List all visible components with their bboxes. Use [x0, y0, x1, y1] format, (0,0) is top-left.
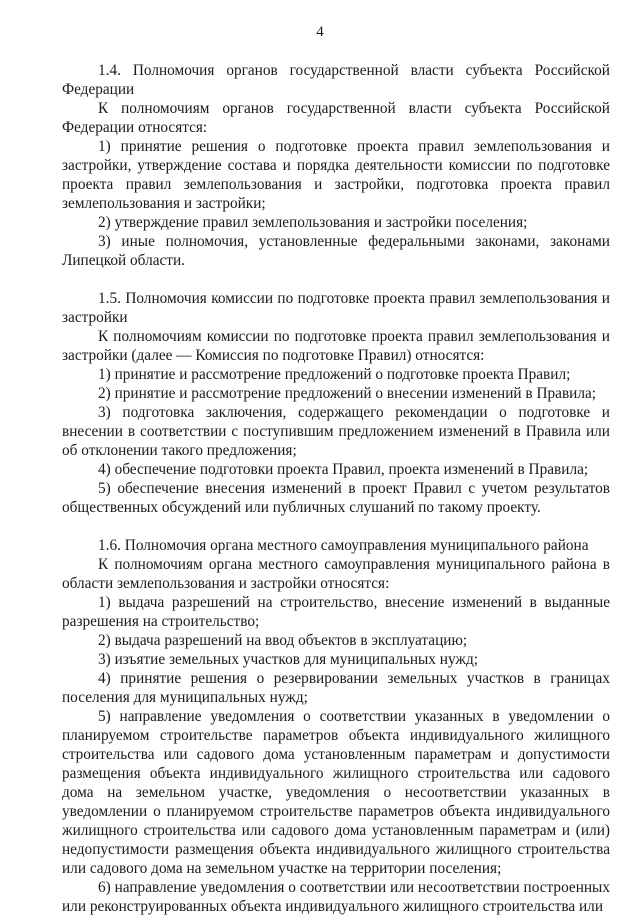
list-item: 2) выдача разрешений на ввод объектов в эксплуатацию; [98, 632, 468, 649]
section-1-6 [62, 536, 610, 916]
section-intro: К полномочиям комиссии по подготовке проекта правил землепользования и застройки (далее — Комиссия по подготовке Правил) относятся: [62, 328, 610, 364]
list-item: 6) направление уведомления о соответствии или несоответствии построенных или реконструированных объекта индивидуального жилищного строительства или [62, 879, 610, 915]
section-1-5 [62, 289, 610, 517]
section-intro: К полномочиям органов государственной власти субъекта Российской Федерации относятся: [62, 100, 610, 136]
section-1-4 [62, 61, 610, 270]
section-spacer [62, 270, 610, 289]
section-heading: 1.6. Полномочия органа местного самоуправления муниципального района [98, 537, 589, 554]
list-item: 5) обеспечение внесения изменений в проект Правил с учетом результатов общественных обсуждений или публичных слушаний по такому проекту. [62, 480, 610, 516]
document-body [62, 61, 610, 916]
list-item: 1) принятие и рассмотрение предложений о подготовке проекта Правил; [98, 366, 571, 383]
section-spacer [62, 517, 610, 536]
list-item: 4) принятие решения о резервировании земельных участков в границах поселения для муниципальных нужд; [62, 670, 610, 706]
list-item: 2) принятие и рассмотрение предложений о внесении изменений в Правила; [98, 385, 597, 402]
section-heading: 1.4. Полномочия органов государственной власти субъекта Российской Федерации [62, 62, 610, 98]
section-heading: 1.5. Полномочия комиссии по подготовке проекта правил землепользования и застройки [62, 290, 610, 326]
list-item: 1) выдача разрешений на строительство, внесение изменений в выданные разрешения на строительство; [62, 594, 610, 630]
list-item: 3) иные полномочия, установленные федеральными законами, законами Липецкой области. [62, 233, 610, 269]
section-intro: К полномочиям органа местного самоуправления муниципального района в области землепользования и застройки относятся: [62, 556, 610, 592]
list-item: 1) принятие решения о подготовке проекта правил землепользования и застройки, утверждение состава и порядка деятельности комиссии по подготовке проекта правил землепользования и застройки, подготовка проекта правил землепользования и застройки; [62, 138, 610, 212]
list-item: 3) изъятие земельных участков для муниципальных нужд; [98, 651, 479, 668]
list-item: 3) подготовка заключения, содержащего рекомендации о подготовке и внесении в соответствии с поступившим предложением изменений в Правила или об отклонении такого предложения; [62, 404, 610, 459]
list-item: 4) обеспечение подготовки проекта Правил, проекта изменений в Правила; [98, 461, 589, 478]
list-item: 5) направление уведомления о соответствии указанных в уведомлении о планируемом строительстве параметров объекта индивидуального жилищного строительства или садового дома установленным параметрам и допустимости размещения объекта индивидуального жилищного строительства или садового дома на земельном участке, уведомления о несоответствии указанных в уведомлении о планируемом строительстве параметров объекта индивидуального жилищного строительства или садового дома установленным параметрам и (или) недопустимости размещения объекта индивидуального жилищного строительства или садового дома на земельном участке на территории поселения; [62, 708, 610, 877]
page-number: 4 [316, 24, 324, 40]
list-item: 2) утверждение правил землепользования и застройки поселения; [98, 214, 528, 231]
